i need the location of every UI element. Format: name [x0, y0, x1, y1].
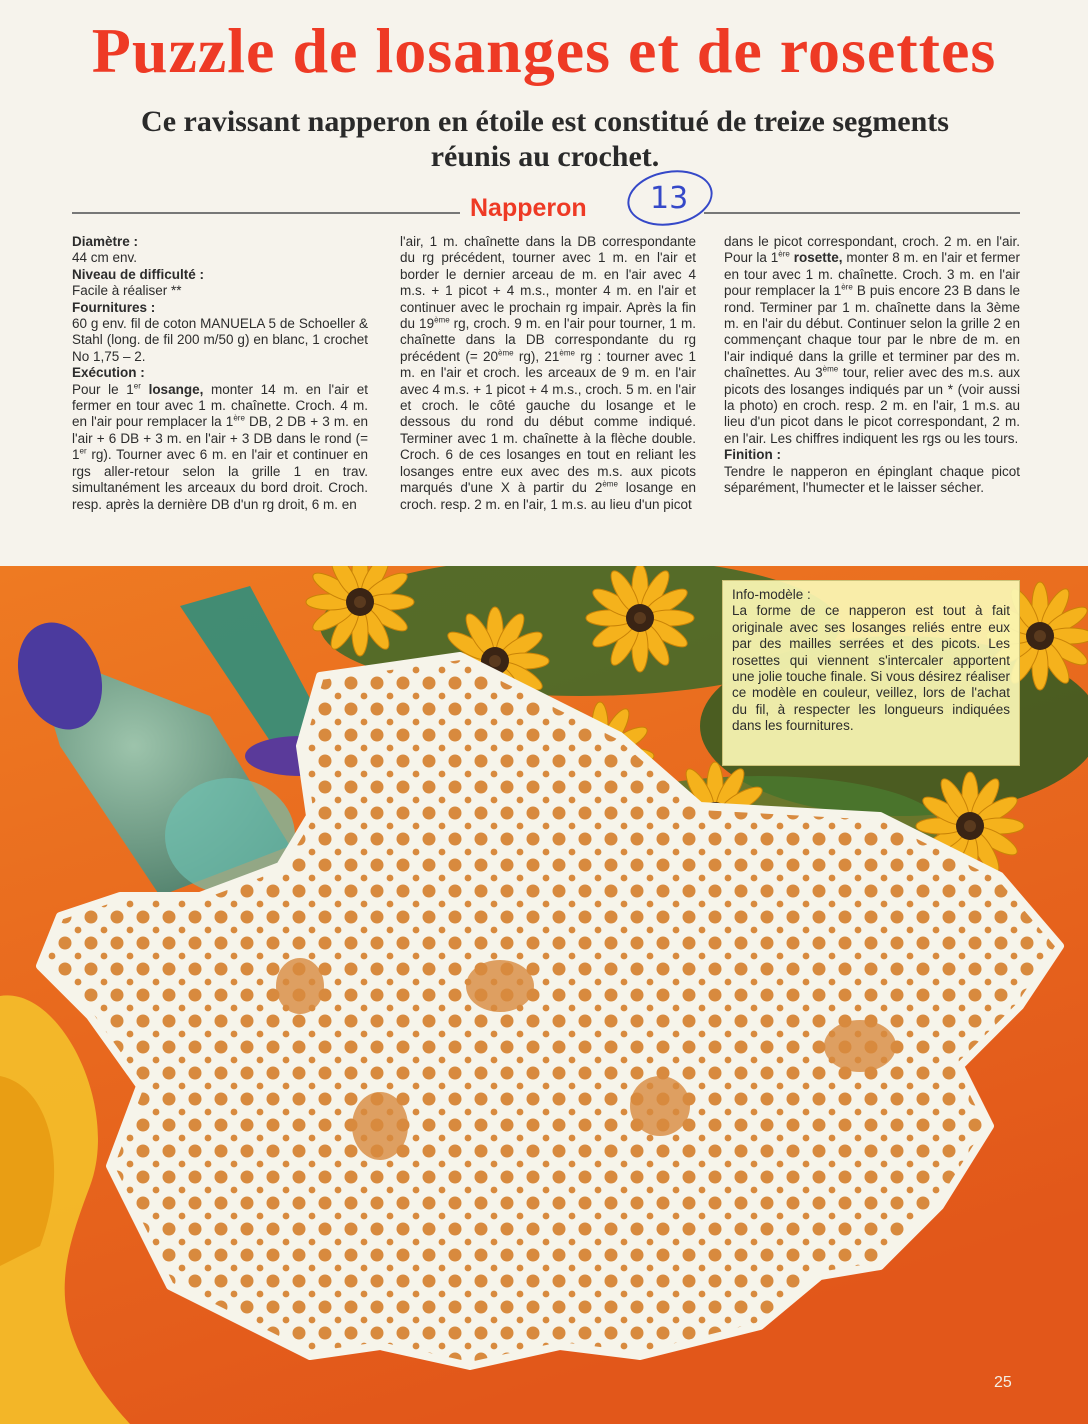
section-header: [72, 181, 1020, 232]
text-finition: Tendre le napperon en épinglant chaque picot séparément, l'humecter et le laisser sécher.: [724, 463, 1020, 496]
text-diametre: 44 cm env.: [72, 250, 138, 266]
info-title: Info-modèle :: [732, 587, 811, 602]
section-rule-right: [704, 212, 1020, 214]
subtitle-line-1: Ce ravissant napperon en étoile est constitué de treize segments: [141, 105, 949, 138]
page-subtitle: [80, 104, 1010, 174]
section-rule-left: [72, 212, 460, 214]
page-number: 25: [994, 1374, 1012, 1391]
heading-finition: Finition :: [724, 447, 781, 463]
heading-execution: Exécution :: [72, 365, 145, 381]
heading-difficulte: Niveau de difficulté :: [72, 266, 205, 282]
text-rosette: dans le picot correspondant, croch. 2 m. en l'air. Pour la 1ère rosette, monter 8 m. en l'air et fermer en tour avec 1 m. chaînette. Croch. 3 m. en l'air pour remplacer la 1ère B puis encore 23 B dans le rond. Terminer par 1 m. chaînette dans la 3ème m. en l'air du début. Continuer selon la grille 2 en commençant chaque tour par le nbre de m. en l'air indiqué dans la grille et terminer par des m. chaînettes. Au 3ème tour, relier avec des m.s. aux picots des losanges indiqués par un * (voir aussi la photo) en croch. resp. 2 m. en l'air, 1 m.s. au lieu d'un picot dans le picot correspondant, 2 m. en l'air. Les chiffres indiquent les rgs ou les tours.: [724, 234, 1020, 446]
text-column-1: [72, 234, 368, 513]
text-difficulte: Facile à réaliser **: [72, 283, 182, 299]
text-column-2: [400, 234, 696, 513]
page-title: Puzzle de losanges et de rosettes: [91, 15, 997, 86]
section-label: Napperon: [470, 194, 587, 222]
text-execution: Pour le 1er losange, monter 14 m. en l'air et fermer en tour avec 1 m. chaînette. Croch. 4 m. en l'air pour remplacer la 1ère DB, 2 DB + 3 m. en l'air + 6 DB + 3 m. en l'air + 3 DB dans le rond (= 1er rg). Tourner avec 6 m. en l'air et continuer en rgs aller-retour selon la grille 1 en trav. simultanément les arceaux du bord droit. Croch. resp. après la dernière DB d'un rg droit, 6 m. en: [72, 381, 368, 512]
info-text: La forme de ce napperon est tout à fait originale avec ses losanges reliés entre eux par des mailles serrées et des picots. Les rosettes qui viennent s'intercaler apportent une jolie touche finale. Si vous désirez réaliser ce modèle en couleur, veillez, lors de l'achat du fil, à respecter les longueurs indiquées dans les fournitures.: [732, 603, 1010, 734]
text-fournitures: 60 g env. fil de coton MANUELA 5 de Schoeller & Stahl (long. de fil 200 m/50 g) en blanc, 1 crochet No 1,75 – 2.: [72, 316, 368, 364]
info-box: [722, 580, 1020, 766]
heading-diametre: Diamètre :: [72, 234, 139, 249]
text-execution-cont: l'air, 1 m. chaînette dans la DB correspondante du rg précédent, tourner avec 1 m. en l'air et border le dernier arceau de m. en l'air avec 4 m.s. + 1 picot + 4 m.s., monter 4 m. en l'air et continuer avec le prochain rg impair. Après la fin du 19ème rg, croch. 9 m. en l'air pour tourner, 1 m. chaînette dans la DB correspondante du rg précédent (= 20ème rg), 21ème rg : tourner avec 1 m. en l'air et croch. les arceaux de 9 m. en l'air avec 4 m.s. + 1 picot + 4 m.s., croch. 5 m. en l'air et croch. le côté gauche du losange et le dessous du rond du début comme indiqué. Terminer avec 1 m. chaînette à la flèche double. Croch. 6 de ces losanges en tout en reliant les losanges entre eux avec des m.s. aux picots marqués d'une X à partir du 2ème losange en croch. resp. 2 m. en l'air, 1 m.s. au lieu d'un picot: [400, 234, 696, 512]
handwritten-number: 13: [650, 181, 689, 216]
handwritten-annotation: [620, 162, 716, 232]
text-column-3: [724, 234, 1020, 497]
heading-fournitures: Fournitures :: [72, 299, 156, 315]
subtitle-line-2: réunis au crochet.: [430, 140, 660, 173]
